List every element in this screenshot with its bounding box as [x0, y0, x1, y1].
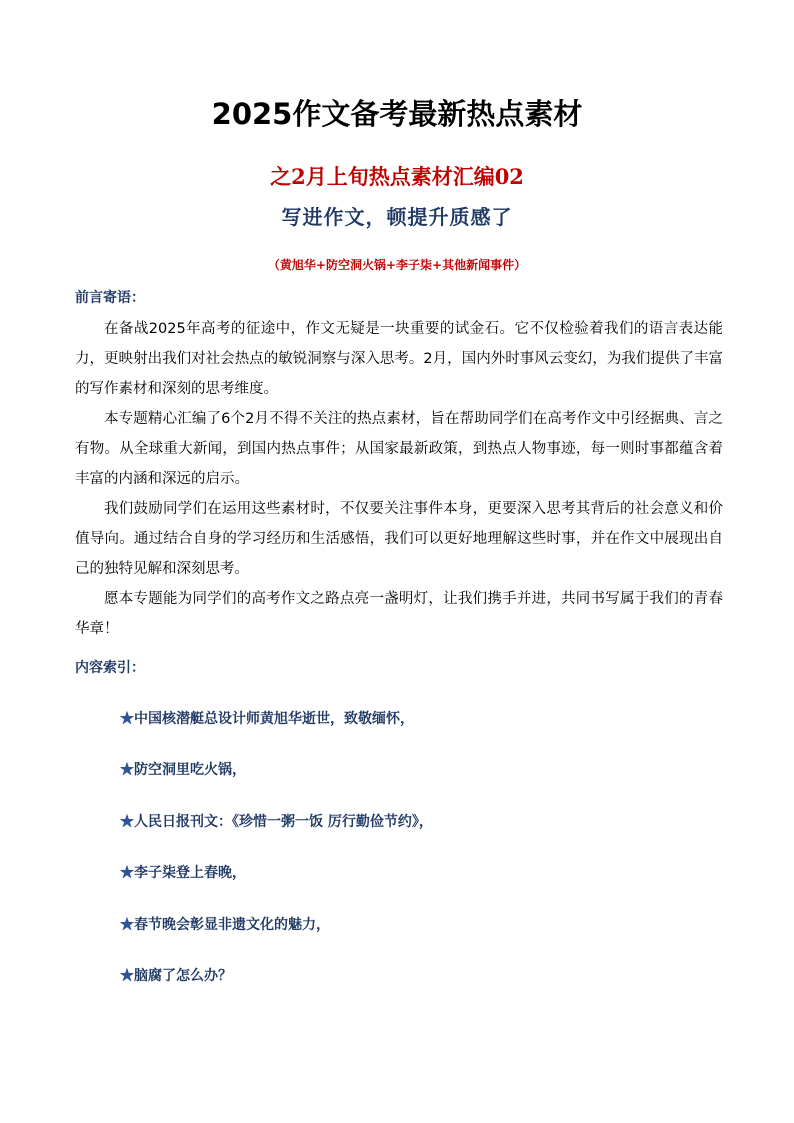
preface-body	[75, 314, 723, 644]
index-list	[120, 706, 433, 1014]
page-tagline: 写进作文，顿提升质感了	[281, 205, 513, 229]
star-icon: ★	[120, 711, 134, 727]
index-item-text: 春节晚会彰显非遗文化的魅力，	[134, 916, 330, 933]
index-item	[120, 963, 433, 1014]
star-icon: ★	[120, 916, 134, 933]
topics-line: （黄旭华+防空洞火锅+李子柒+其他新闻事件）	[267, 258, 527, 272]
preface-paragraph: 本专题精心汇编了6个2月不得不关注的热点素材，旨在帮助同学们在高考作文中引经据典、言之有物。从全球重大新闻，到国内热点事件；从国家最新政策，到热点人物事迹，每一则时事都蕴含着丰富的内涵和深远的启示。	[75, 411, 723, 487]
preface-paragraph: 我们鼓励同学们在运用这些素材时，不仅要关注事件本身，更要深入思考其背后的社会意义和价值导向。通过结合自身的学习经历和生活感悟，我们可以更好地理解这些时事，并在作文中展现出自己的独特见解和深刻思考。	[75, 501, 723, 577]
index-item-text: 防空洞里吃火锅，	[134, 762, 246, 779]
index-label: 内容索引：	[75, 660, 145, 676]
index-item-text: 人民日报刊文：《珍惜一粥一饭 厉行勤俭节约》，	[134, 813, 433, 830]
page-title: 2025作文备考最新热点素材	[211, 97, 583, 131]
index-item	[120, 912, 433, 963]
star-icon: ★	[120, 762, 134, 779]
star-icon: ★	[120, 967, 134, 984]
index-item-text: 脑腐了怎么办？	[134, 967, 232, 984]
index-item-text: 中国核潜艇总设计师黄旭华逝世，致敬缅怀，	[134, 711, 414, 727]
preface-paragraph: 愿本专题能为同学们的高考作文之路点亮一盏明灯，让我们携手并进，共同书写属于我们的青春华章！	[75, 591, 723, 637]
index-item	[120, 809, 433, 860]
index-item	[120, 757, 433, 808]
star-icon: ★	[120, 865, 134, 882]
index-item-text: 李子柒登上春晚，	[134, 865, 246, 882]
preface-paragraph: 在备战2025年高考的征途中，作文无疑是一块重要的试金石。它不仅检验着我们的语言表达能力，更映射出我们对社会热点的敏锐洞察与深入思考。2月，国内外时事风云变幻，为我们提供了丰富的写作素材和深刻的思考维度。	[75, 321, 723, 397]
index-item	[120, 860, 433, 911]
preface-label: 前言寄语：	[75, 290, 145, 306]
star-icon: ★	[120, 813, 134, 830]
page-subtitle: 之2月上旬热点素材汇编02	[270, 164, 524, 189]
index-item	[120, 706, 433, 757]
